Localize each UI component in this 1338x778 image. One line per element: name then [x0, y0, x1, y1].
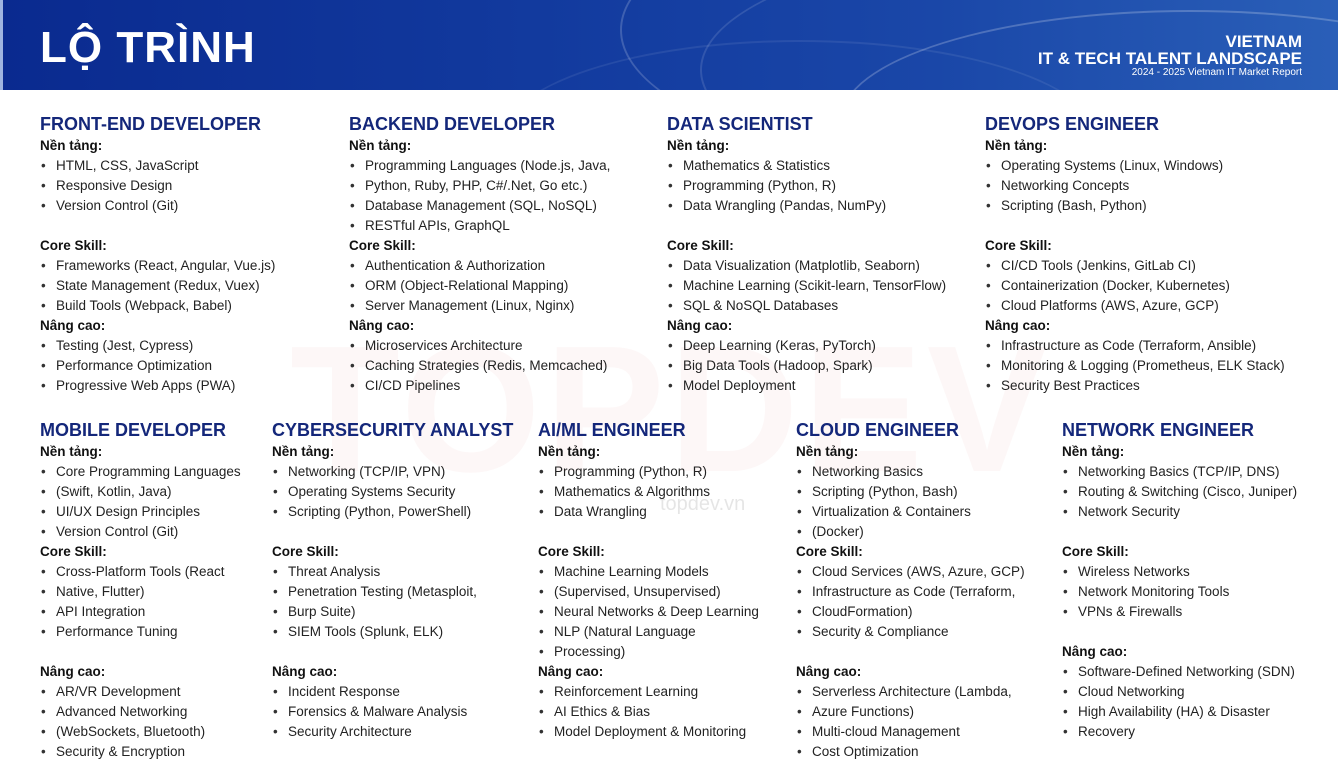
advanced-label: Nâng cao: [796, 664, 862, 679]
role-title: AI/ML ENGINEER [538, 420, 686, 440]
list-item: • AR/VR Development [40, 682, 270, 702]
list-item: • Scripting (Python, PowerShell) [272, 502, 532, 522]
foundation-list [538, 462, 788, 522]
core-skill-label: Core Skill: [40, 544, 107, 559]
advanced-list [538, 682, 788, 742]
watermark-url: topdev.vn [660, 493, 746, 515]
role-card-ai-ml [538, 420, 788, 742]
role-card-backend [349, 114, 649, 396]
list-item: • Mathematics & Statistics [667, 156, 977, 176]
section-spacer [985, 216, 1325, 236]
role-card-mobile [40, 420, 270, 762]
advanced-label: Nâng cao: [667, 318, 733, 333]
list-item: • Wireless Networks [1062, 562, 1332, 582]
list-item: • API Integration [40, 602, 270, 622]
role-title: CYBERSECURITY ANALYST [272, 420, 514, 440]
brand-line-2: IT & TECH TALENT LANDSCAPE [1037, 49, 1302, 68]
list-item: • Forensics & Malware Analysis [272, 702, 532, 722]
core-skill-label: Core Skill: [1062, 544, 1129, 559]
brand-line-1: VIETNAM [1225, 32, 1302, 51]
list-item: • Programming (Python, R) [667, 176, 977, 196]
list-item: • Data Wrangling [538, 502, 788, 522]
list-item: • Cloud Networking [1062, 682, 1332, 702]
list-item: • (Supervised, Unsupervised) [538, 582, 788, 602]
header-banner [0, 0, 1338, 90]
role-card-frontend [40, 114, 330, 396]
core-skill-list [538, 562, 788, 662]
list-item: • AI Ethics & Bias [538, 702, 788, 722]
role-title: NETWORK ENGINEER [1062, 420, 1255, 440]
list-item: • Core Programming Languages [40, 462, 270, 482]
list-item: • Neural Networks & Deep Learning [538, 602, 788, 622]
list-item: • Scripting (Python, Bash) [796, 482, 1058, 502]
foundation-label: Nền tảng: [40, 444, 103, 459]
list-item: • CloudFormation) [796, 602, 1058, 622]
advanced-label: Nâng cao: [538, 664, 604, 679]
list-item: • Infrastructure as Code (Terraform, [796, 582, 1058, 602]
header-left-strip [0, 0, 3, 90]
list-item: • Model Deployment & Monitoring [538, 722, 788, 742]
core-skill-label: Core Skill: [796, 544, 863, 559]
list-item: • Operating Systems Security [272, 482, 532, 502]
list-item: • State Management (Redux, Vuex) [40, 276, 330, 296]
list-item: • RESTful APIs, GraphQL [349, 216, 649, 236]
core-skill-label: Core Skill: [667, 238, 734, 253]
list-item: • CI/CD Pipelines [349, 376, 649, 396]
role-card-cybersecurity [272, 420, 532, 742]
list-item: • Networking Basics [796, 462, 1058, 482]
list-item: • Advanced Networking [40, 702, 270, 722]
list-item: • Security & Compliance [796, 622, 1058, 642]
list-item: • Security Best Practices [985, 376, 1325, 396]
list-item: • Python, Ruby, PHP, C#/.Net, Go etc.) [349, 176, 649, 196]
list-item: • Scripting (Bash, Python) [985, 196, 1325, 216]
list-item: • Threat Analysis [272, 562, 532, 582]
foundation-list [667, 156, 977, 216]
list-item: • CI/CD Tools (Jenkins, GitLab CI) [985, 256, 1325, 276]
core-skill-label: Core Skill: [538, 544, 605, 559]
list-item: • Burp Suite) [272, 602, 532, 622]
advanced-label: Nâng cao: [1062, 644, 1128, 659]
list-item: • Containerization (Docker, Kubernetes) [985, 276, 1325, 296]
role-title: DATA SCIENTIST [667, 114, 813, 134]
foundation-label: Nền tảng: [272, 444, 335, 459]
foundation-list [796, 462, 1058, 542]
core-skill-list [796, 562, 1058, 642]
section-spacer [538, 522, 788, 542]
list-item: • Azure Functions) [796, 702, 1058, 722]
list-item: • Software-Defined Networking (SDN) [1062, 662, 1332, 682]
core-skill-label: Core Skill: [272, 544, 339, 559]
role-card-cloud [796, 420, 1058, 762]
foundation-list [349, 156, 649, 236]
list-item: • Recovery [1062, 722, 1332, 742]
list-item: • Mathematics & Algorithms [538, 482, 788, 502]
list-item: • Programming Languages (Node.js, Java, [349, 156, 649, 176]
report-brand [1038, 34, 1302, 79]
list-item: • SIEM Tools (Splunk, ELK) [272, 622, 532, 642]
advanced-list [40, 682, 270, 762]
core-skill-list [1062, 562, 1332, 622]
foundation-label: Nền tảng: [796, 444, 859, 459]
list-item: • Reinforcement Learning [538, 682, 788, 702]
advanced-label: Nâng cao: [272, 664, 338, 679]
list-item: • (WebSockets, Bluetooth) [40, 722, 270, 742]
list-item: • Caching Strategies (Redis, Memcached) [349, 356, 649, 376]
list-item: • Data Visualization (Matplotlib, Seaborn) [667, 256, 977, 276]
list-item: • Authentication & Authorization [349, 256, 649, 276]
core-skill-list [272, 562, 532, 642]
list-item: • (Swift, Kotlin, Java) [40, 482, 270, 502]
list-item: • Version Control (Git) [40, 196, 330, 216]
section-spacer [667, 216, 977, 236]
list-item: • Performance Optimization [40, 356, 330, 376]
list-item: • Network Security [1062, 502, 1332, 522]
advanced-list [1062, 662, 1332, 742]
list-item: • Networking Concepts [985, 176, 1325, 196]
list-item: • (Docker) [796, 522, 1058, 542]
advanced-label: Nâng cao: [40, 664, 106, 679]
list-item: • Penetration Testing (Metasploit, [272, 582, 532, 602]
section-spacer [272, 522, 532, 542]
advanced-label: Nâng cao: [40, 318, 106, 333]
role-card-devops [985, 114, 1325, 396]
page-title: LỘ TRÌNH [40, 23, 256, 72]
list-item: • SQL & NoSQL Databases [667, 296, 977, 316]
list-item: • Version Control (Git) [40, 522, 270, 542]
role-title: MOBILE DEVELOPER [40, 420, 227, 440]
list-item: • Programming (Python, R) [538, 462, 788, 482]
core-skill-list [40, 562, 270, 642]
list-item: • Database Management (SQL, NoSQL) [349, 196, 649, 216]
list-item: • Big Data Tools (Hadoop, Spark) [667, 356, 977, 376]
list-item: • Progressive Web Apps (PWA) [40, 376, 330, 396]
role-title: BACKEND DEVELOPER [349, 114, 556, 134]
list-item: • Cost Optimization [796, 742, 1058, 762]
section-spacer [40, 642, 270, 662]
role-title: CLOUD ENGINEER [796, 420, 960, 440]
list-item: • Multi-cloud Management [796, 722, 1058, 742]
section-spacer [1062, 522, 1332, 542]
role-card-network [1062, 420, 1332, 742]
advanced-list [796, 682, 1058, 762]
advanced-list [667, 336, 977, 396]
list-item: • Performance Tuning [40, 622, 270, 642]
foundation-label: Nền tảng: [349, 138, 412, 153]
role-title: DEVOPS ENGINEER [985, 114, 1160, 134]
list-item: • Network Monitoring Tools [1062, 582, 1332, 602]
list-item: • Security Architecture [272, 722, 532, 742]
advanced-label: Nâng cao: [985, 318, 1051, 333]
foundation-label: Nền tảng: [538, 444, 601, 459]
list-item: • Virtualization & Containers [796, 502, 1058, 522]
list-item: • UI/UX Design Principles [40, 502, 270, 522]
foundation-label: Nền tảng: [667, 138, 730, 153]
list-item: • VPNs & Firewalls [1062, 602, 1332, 622]
list-item: • Responsive Design [40, 176, 330, 196]
list-item: • Incident Response [272, 682, 532, 702]
list-item: • NLP (Natural Language [538, 622, 788, 642]
list-item: • Frameworks (React, Angular, Vue.js) [40, 256, 330, 276]
list-item: • Operating Systems (Linux, Windows) [985, 156, 1325, 176]
advanced-list [40, 336, 330, 396]
section-spacer [1062, 622, 1332, 642]
section-spacer [796, 642, 1058, 662]
list-item: • Deep Learning (Keras, PyTorch) [667, 336, 977, 356]
list-item: • High Availability (HA) & Disaster [1062, 702, 1332, 722]
list-item: • Native, Flutter) [40, 582, 270, 602]
foundation-list [40, 156, 330, 216]
list-item: • HTML, CSS, JavaScript [40, 156, 330, 176]
core-skill-list [667, 256, 977, 316]
foundation-list [985, 156, 1325, 216]
advanced-list [272, 682, 532, 742]
foundation-list [272, 462, 532, 522]
foundation-label: Nền tảng: [985, 138, 1048, 153]
list-item: • Server Management (Linux, Nginx) [349, 296, 649, 316]
list-item: • Build Tools (Webpack, Babel) [40, 296, 330, 316]
list-item: • Routing & Switching (Cisco, Juniper) [1062, 482, 1332, 502]
advanced-list [985, 336, 1325, 396]
foundation-label: Nền tảng: [1062, 444, 1125, 459]
core-skill-label: Core Skill: [349, 238, 416, 253]
list-item: • Networking (TCP/IP, VPN) [272, 462, 532, 482]
list-item: • Microservices Architecture [349, 336, 649, 356]
list-item: • Infrastructure as Code (Terraform, Ansible) [985, 336, 1325, 356]
list-item: • Machine Learning Models [538, 562, 788, 582]
list-item: • Model Deployment [667, 376, 977, 396]
section-spacer [272, 642, 532, 662]
list-item: • Networking Basics (TCP/IP, DNS) [1062, 462, 1332, 482]
advanced-list [349, 336, 649, 396]
section-spacer [40, 216, 330, 236]
list-item: • Machine Learning (Scikit-learn, TensorFlow) [667, 276, 977, 296]
list-item: • Monitoring & Logging (Prometheus, ELK Stack) [985, 356, 1325, 376]
list-item: • Cloud Platforms (AWS, Azure, GCP) [985, 296, 1325, 316]
core-skill-list [349, 256, 649, 316]
list-item: • Cloud Services (AWS, Azure, GCP) [796, 562, 1058, 582]
core-skill-list [40, 256, 330, 316]
role-card-data-scientist [667, 114, 977, 396]
foundation-label: Nền tảng: [40, 138, 103, 153]
list-item: • Cross-Platform Tools (React [40, 562, 270, 582]
foundation-list [1062, 462, 1332, 522]
core-skill-list [985, 256, 1325, 316]
core-skill-label: Core Skill: [985, 238, 1052, 253]
list-item: • ORM (Object-Relational Mapping) [349, 276, 649, 296]
role-title: FRONT-END DEVELOPER [40, 114, 262, 134]
list-item: • Security & Encryption [40, 742, 270, 762]
advanced-label: Nâng cao: [349, 318, 415, 333]
list-item: • Testing (Jest, Cypress) [40, 336, 330, 356]
core-skill-label: Core Skill: [40, 238, 107, 253]
brand-line-3: 2024 - 2025 Vietnam IT Market Report [1131, 67, 1302, 78]
list-item: • Serverless Architecture (Lambda, [796, 682, 1058, 702]
foundation-list [40, 462, 270, 542]
list-item: • Processing) [538, 642, 788, 662]
list-item: • Data Wrangling (Pandas, NumPy) [667, 196, 977, 216]
